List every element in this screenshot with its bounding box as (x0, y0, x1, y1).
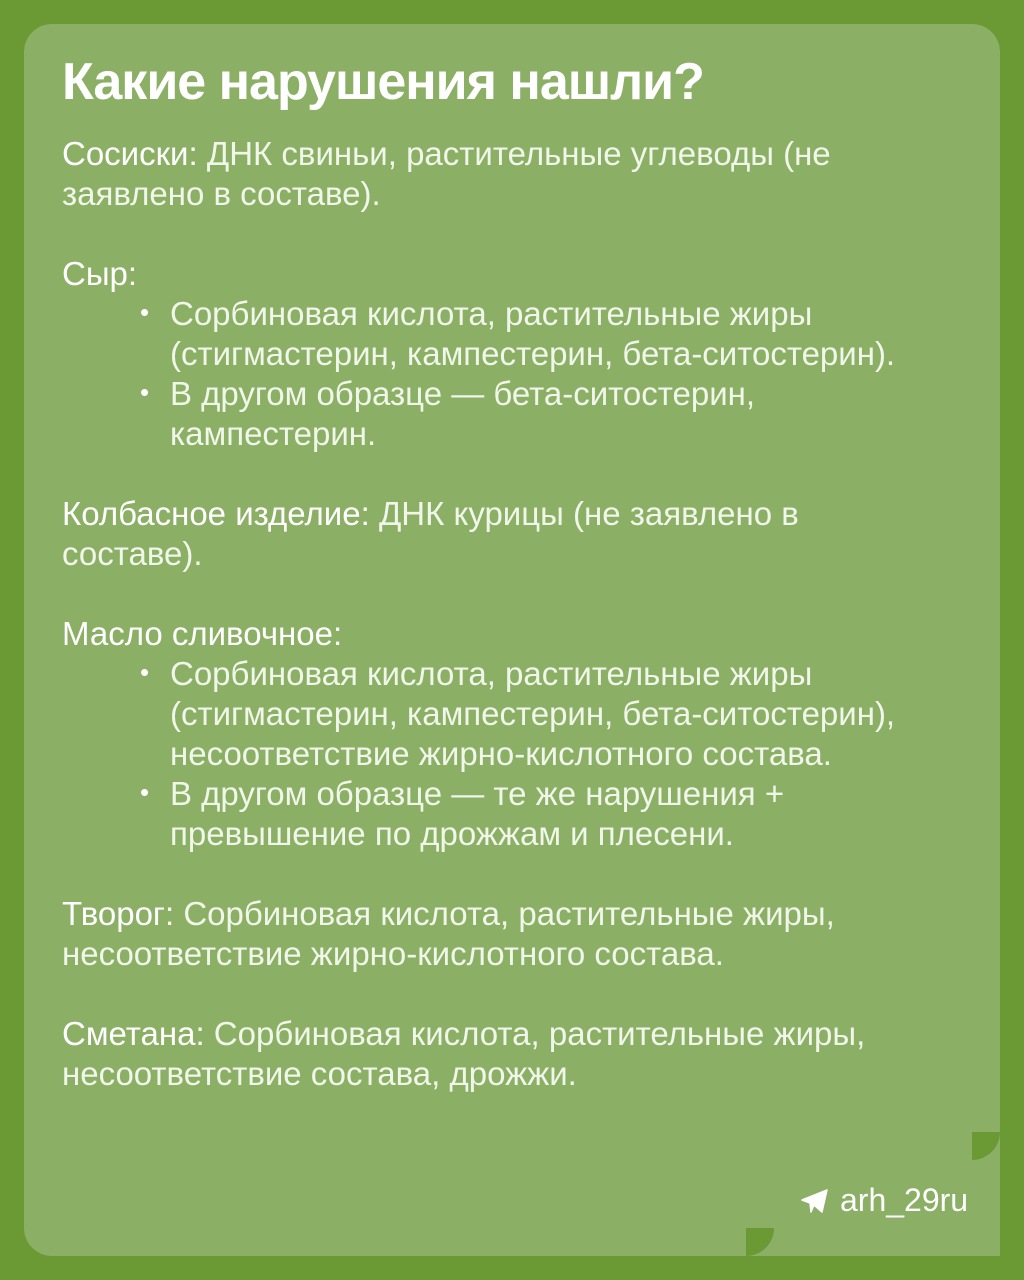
list-item: • Сорбиновая кислота, растительные жиры (стигмастерин, кампестерин, бета-ситостерин), несоответствие жирно-кислотного состава. (170, 654, 962, 774)
section-cheese (62, 254, 962, 454)
section-sausages (62, 134, 862, 214)
section-label: Творог: (62, 895, 175, 932)
section-text: Сорбиновая кислота, растительные жиры, несоответствие жирно-кислотного состава. (62, 895, 835, 972)
telegram-icon (800, 1188, 830, 1214)
section-sausage-product (62, 494, 862, 574)
section-sour-cream (62, 1014, 962, 1094)
section-text: ДНК курицы (не заявлено в составе). (62, 495, 799, 572)
section-text: Сорбиновая кислота, растительные жиры, несоответствие состава, дрожжи. (62, 1015, 866, 1092)
bullet-list (62, 654, 962, 854)
section-cottage-cheese (62, 894, 962, 974)
section-butter (62, 614, 962, 854)
channel-link[interactable] (800, 1182, 968, 1219)
bullet-list (62, 294, 962, 454)
list-item: • В другом образце — бета-ситостерин, кампестерин. (170, 374, 810, 454)
list-item: • Сорбиновая кислота, растительные жиры (стигмастерин, кампестерин, бета-ситостерин). (170, 294, 962, 374)
section-label: Масло сливочное: (62, 615, 343, 652)
section-label: Сметана: (62, 1015, 205, 1052)
page-title: Какие нарушения нашли? (62, 53, 704, 111)
channel-handle: arh_29ru (840, 1182, 969, 1218)
section-text: ДНК свиньи, растительные углеводы (не заявлено в составе). (62, 135, 831, 212)
section-label: Колбасное изделие: (62, 495, 370, 532)
list-item: • В другом образце — те же нарушения + превышение по дрожжам и плесени. (170, 774, 850, 854)
channel-badge[interactable] (774, 1160, 1000, 1256)
section-label: Сосиски: (62, 135, 198, 172)
section-label: Сыр: (62, 255, 138, 292)
violations-list (62, 134, 962, 1134)
